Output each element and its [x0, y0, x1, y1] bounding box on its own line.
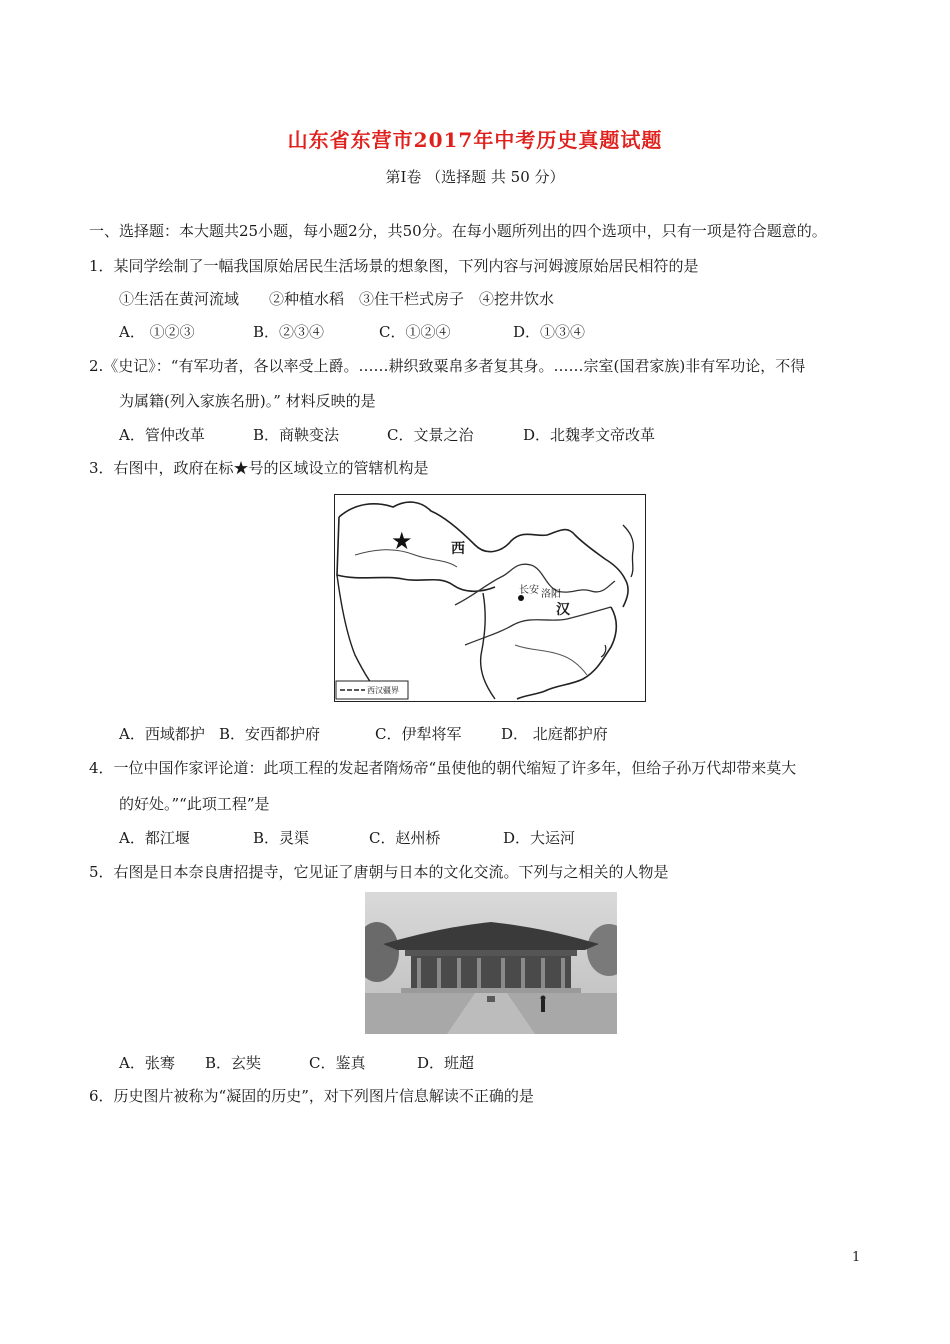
map-legend-label: 西汉疆界	[367, 686, 399, 695]
map-city-luoyang: 洛阳	[541, 589, 561, 600]
option-d[interactable]: D． 北庭都护府	[501, 725, 608, 743]
option-b[interactable]: B．安西都护府	[219, 725, 321, 743]
question-3-options	[119, 724, 608, 744]
question-1-options	[119, 322, 585, 342]
inner-border	[481, 593, 495, 699]
map-city-changan: 长安	[519, 585, 539, 596]
option-c[interactable]: C．鉴真	[309, 1054, 366, 1072]
korean-peninsula	[623, 525, 633, 577]
option-a[interactable]: A．张骞	[119, 1054, 175, 1072]
instructions: 一、选择题：本大题共25小题，每小题2分，共50分。在每小题所列出的四个选项中，只有一项是符合题意的。	[89, 222, 827, 240]
question-2-options	[119, 425, 655, 445]
option-a[interactable]: A．西域都护	[119, 725, 205, 743]
option-a[interactable]: A．管仲改革	[119, 426, 205, 444]
page-number: 1	[852, 1250, 861, 1265]
southwest-border	[337, 575, 385, 699]
yangtze-river	[465, 607, 611, 645]
section-subtitle: 第Ⅰ卷 （选择题 共 50 分）	[385, 168, 565, 186]
question-4-options	[119, 828, 575, 848]
option-d[interactable]: D．①③④	[513, 323, 586, 341]
map-label-han: 汉	[556, 602, 570, 618]
question-1-stem: 1．某同学绘制了一幅我国原始居民生活场景的想象图，下列内容与河姆渡原始居民相符的是	[89, 257, 699, 275]
question-4-stem-cont: 的好处。”“此项工程”是	[119, 795, 270, 813]
option-d[interactable]: D．大运河	[503, 829, 576, 847]
option-d[interactable]: D．班超	[417, 1054, 475, 1072]
question-6-stem: 6．历史图片被称为“凝固的历史”，对下列图片信息解读不正确的是	[89, 1087, 534, 1105]
option-d[interactable]: D．北魏孝文帝改革	[523, 426, 656, 444]
option-c[interactable]: C．伊犁将军	[375, 725, 462, 743]
temple-graphic	[365, 892, 617, 1034]
option-b[interactable]: B．②③④	[253, 323, 325, 341]
western-regions-border	[337, 517, 495, 591]
star-icon: ★	[391, 527, 413, 555]
option-c[interactable]: C．①②④	[379, 323, 451, 341]
northern-border	[339, 502, 628, 607]
option-b[interactable]: B．商鞅变法	[253, 426, 340, 444]
map-label-west: 西	[451, 541, 465, 557]
option-a[interactable]: A．都江堰	[119, 829, 190, 847]
option-b[interactable]: B．玄奘	[205, 1054, 262, 1072]
toshodaiji-temple-photo	[365, 892, 617, 1034]
option-c[interactable]: C．文景之治	[387, 426, 474, 444]
question-1-items: ①生活在黄河流域 ②种植水稻 ③住干栏式房子 ④挖井饮水	[119, 290, 555, 308]
question-5-options	[119, 1053, 474, 1073]
option-b[interactable]: B．灵渠	[253, 829, 310, 847]
question-2-stem: 2.《史记》：“有军功者，各以率受上爵。……耕织致粟帛多者复其身。……宗室(国君家族)非有军功论，不得	[89, 357, 806, 375]
page-title: 山东省东营市2017年中考历史真题试题	[287, 128, 663, 152]
southern-river	[515, 645, 587, 675]
option-a[interactable]: A． ①②③	[119, 323, 195, 341]
question-3-stem: 3．右图中，政府在标★号的区域设立的管辖机构是	[89, 459, 429, 477]
southern-coast	[517, 607, 616, 699]
option-c[interactable]: C．赵州桥	[369, 829, 441, 847]
question-4-stem: 4．一位中国作家评论道：此项工程的发起者隋炀帝“虽使他的朝代缩短了许多年，但给子孙万代却带来莫大	[89, 759, 797, 777]
question-5-stem: 5．右图是日本奈良唐招提寺，它见证了唐朝与日本的文化交流。下列与之相关的人物是	[89, 863, 669, 881]
western-han-map	[334, 494, 646, 702]
map-graphic	[335, 495, 645, 701]
question-2-stem-cont: 为属籍(列入家族名册)。” 材料反映的是	[119, 392, 376, 410]
